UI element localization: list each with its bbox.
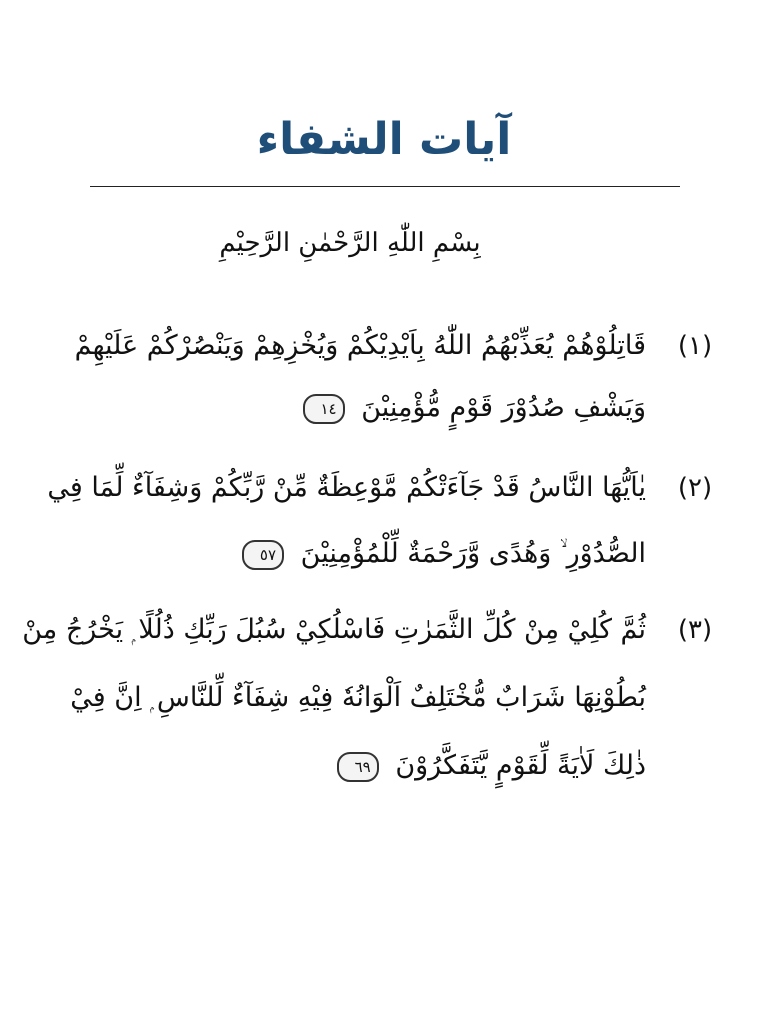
verse-line: ثُمَّ كُلِيْ مِنْ كُلِّ الثَّمَرٰتِ فَاسْلُكِيْ سُبُلَ رَبِّكِ ذُلُلًا ۭ يَخْرُجُ مِنْ: [22, 614, 646, 645]
verse-line: قَاتِلُوْهُمْ يُعَذِّبْهُمُ اللّٰهُ بِاَيْدِيْكُمْ وَيُخْزِهِمْ وَيَنْصُرْكُمْ عَلَيْهِمْ: [74, 330, 646, 361]
verse-2: [47, 458, 730, 588]
verse-line: يٰاَيُّهَا النَّاسُ قَدْ جَآءَتْكُمْ مَّوْعِظَةٌ مِّنْ رَّبِّكُمْ وَشِفَآءٌ لِّمَا فِي: [47, 472, 646, 503]
verse-line-text: ذٰلِكَ لَاٰيَةً لِّقَوْمٍ يَّتَفَكَّرُوْنَ: [395, 750, 646, 781]
verse-line: [76, 524, 646, 584]
verse-line: [76, 736, 646, 796]
verse-line: بُطُوْنِهَا شَرَابٌ مُّخْتَلِفٌ اَلْوَانُهٗ فِيْهِ شِفَآءٌ لِّلنَّاسِ ۭ اِنَّ فِيْ: [70, 682, 646, 713]
verse-1: [74, 316, 730, 446]
ayah-end-marker-icon: ٦٩: [337, 752, 379, 782]
verse-line-text: وَيَشْفِ صُدُوْرَ قَوْمٍ مُّؤْمِنِيْنَ: [361, 392, 646, 423]
ayah-end-marker-icon: ٥٧: [242, 540, 284, 570]
verse-3: [22, 600, 730, 800]
verse-line-text: الصُّدُوْرِ ۙ وَهُدًى وَّرَحْمَةٌ لِّلْمُؤْمِنِيْنَ: [300, 538, 646, 569]
basmala: بِسْمِ اللّٰهِ الرَّحْمٰنِ الرَّحِيْمِ: [219, 228, 481, 258]
title-divider: [90, 186, 680, 187]
verse-number: (٣): [677, 615, 713, 645]
verse-line: [76, 378, 646, 438]
verse-number: (١): [677, 331, 713, 361]
page-title: آيات الشفاء: [256, 114, 512, 165]
verse-number: (٢): [677, 473, 713, 503]
ayah-end-marker-icon: ١٤: [303, 394, 345, 424]
